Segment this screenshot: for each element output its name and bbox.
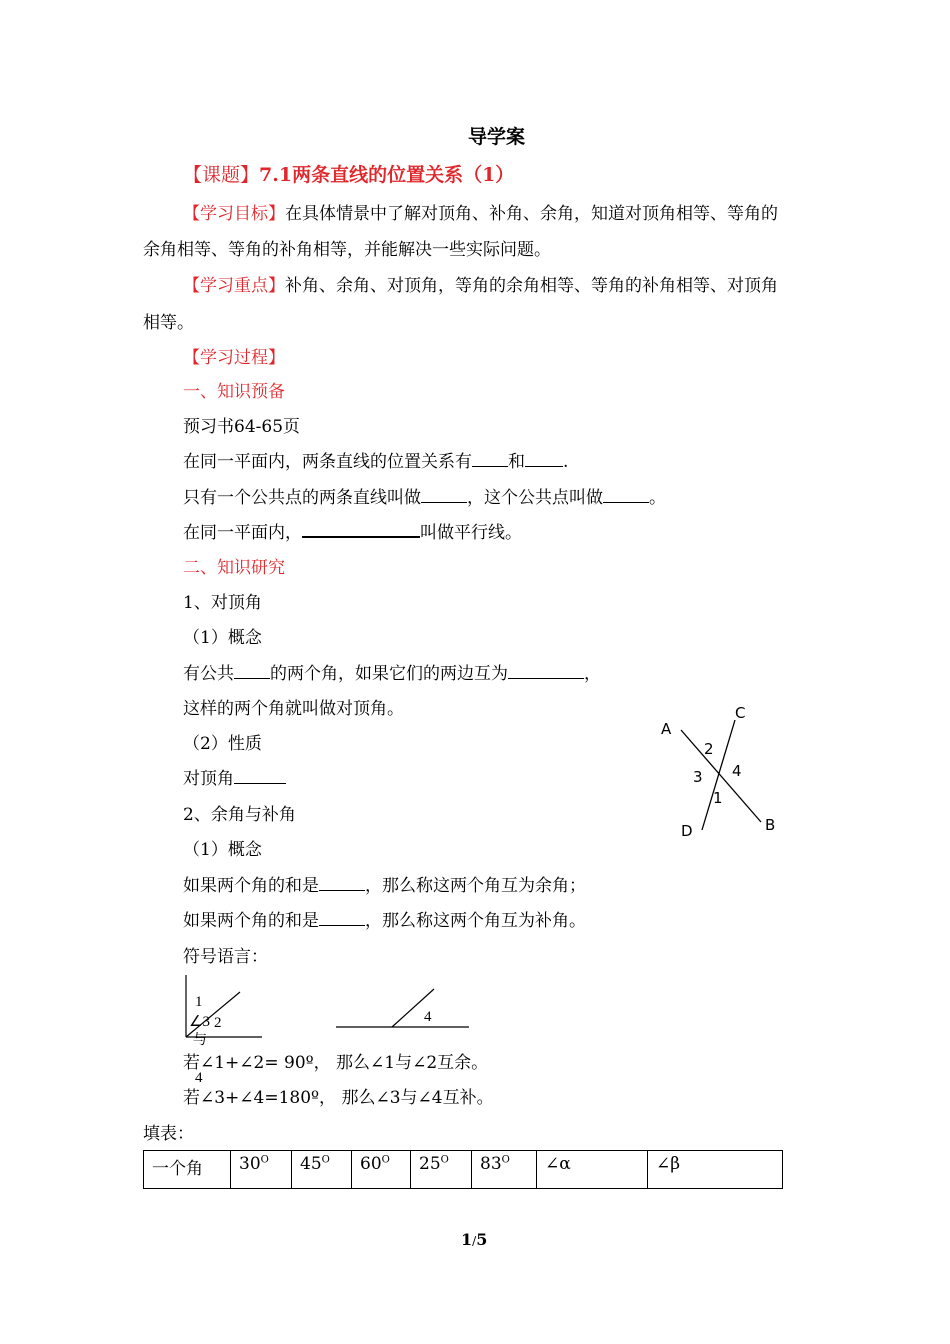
supplementary-def bbox=[183, 906, 586, 931]
property-line bbox=[183, 764, 286, 789]
cell-60-degree: O bbox=[381, 1154, 390, 1166]
label-3: 3 bbox=[693, 768, 703, 786]
def1-text-a: 有公共 bbox=[183, 664, 234, 684]
q2-text-b: ，这个公共点叫做 bbox=[467, 488, 603, 508]
q3-blank[interactable] bbox=[302, 520, 420, 538]
q2-blank-2[interactable] bbox=[603, 486, 649, 503]
label-b: B bbox=[765, 816, 776, 834]
supp-text-b: ，那么称这两个角互为补角。 bbox=[365, 911, 586, 931]
focus-line1 bbox=[183, 271, 778, 296]
q1-text-b: 和 bbox=[508, 452, 525, 472]
cell-83-degree: O bbox=[501, 1154, 510, 1166]
focus-label: 【学习重点】 bbox=[183, 276, 285, 296]
page-title: 导学案 bbox=[468, 126, 526, 148]
property-heading: （2）性质 bbox=[183, 734, 262, 754]
q2-text-c: 。 bbox=[649, 488, 666, 508]
lesson-name: 7.1两条直线的位置关系（1） bbox=[259, 164, 515, 186]
line-cd bbox=[702, 720, 735, 830]
section2-heading: 二、知识研究 bbox=[183, 558, 285, 578]
preview-text: 预习书64-65页 bbox=[183, 417, 301, 437]
item2-complementary: 2、余角与补角 bbox=[183, 805, 296, 825]
cell-25-degree: O bbox=[440, 1154, 449, 1166]
table-caption: 填表： bbox=[143, 1124, 194, 1144]
label-c: C bbox=[735, 704, 746, 722]
comp-blank[interactable] bbox=[319, 874, 365, 891]
small-label-yu: 与 bbox=[193, 1032, 207, 1048]
table-cell-beta: ∠β bbox=[648, 1151, 783, 1189]
focus-text1: 补角、余角、对顶角，等角的余角相等、等角的补角相等、对顶角 bbox=[285, 276, 778, 296]
question-2 bbox=[183, 483, 666, 508]
q3-text-b: 叫做平行线。 bbox=[420, 523, 522, 543]
section1-heading: 一、知识预备 bbox=[183, 382, 285, 402]
supplementary-symbol: 若∠3+∠4=180º， 那么∠3与∠4互补。 bbox=[183, 1088, 494, 1108]
q2-text-a: 只有一个公共点的两条直线叫做 bbox=[183, 488, 421, 508]
straight-angle-figure bbox=[334, 985, 474, 1035]
property-blank[interactable] bbox=[234, 767, 286, 784]
angle-table bbox=[143, 1150, 783, 1189]
table-cell-83 bbox=[472, 1151, 537, 1189]
cell-45-value: 45 bbox=[300, 1154, 322, 1174]
crossing-lines-figure bbox=[655, 700, 795, 840]
symbol-language: 符号语言： bbox=[183, 947, 268, 967]
lesson-title bbox=[183, 160, 514, 187]
complementary-def bbox=[183, 871, 586, 896]
goal-label: 【学习目标】 bbox=[183, 204, 285, 224]
concept-heading: （1）概念 bbox=[183, 628, 262, 648]
lesson-bracket: 【课题】 bbox=[183, 164, 260, 186]
table-cell-45 bbox=[292, 1151, 352, 1189]
supp-blank[interactable] bbox=[319, 909, 365, 926]
def1-blank-2[interactable] bbox=[508, 662, 584, 679]
table-cell-25 bbox=[411, 1151, 472, 1189]
question-1 bbox=[183, 447, 568, 472]
def1-text-b: 的两个角，如果它们的两边互为 bbox=[270, 664, 508, 684]
label-4: 4 bbox=[732, 762, 742, 780]
table-cell-header: 一个角 bbox=[144, 1151, 231, 1189]
comp-text-a: 如果两个角的和是 bbox=[183, 876, 319, 896]
comp-text-b: ，那么称这两个角互为余角； bbox=[365, 876, 586, 896]
label-1: 1 bbox=[713, 789, 723, 807]
q1-text-c: . bbox=[563, 452, 569, 472]
complementary-symbol: 若∠1+∠2= 90º， 那么∠1与∠2互余。 bbox=[183, 1053, 489, 1073]
focus-line2: 相等。 bbox=[143, 313, 194, 333]
definition-line2: 这样的两个角就叫做对顶角。 bbox=[183, 699, 404, 719]
goal-text1: 在具体情景中了解对顶角、补角、余角，知道对顶角相等、等角的 bbox=[285, 204, 778, 224]
property-text: 对顶角 bbox=[183, 769, 234, 789]
def1-blank-1[interactable] bbox=[234, 662, 270, 679]
table-cell-alpha: ∠α bbox=[537, 1151, 648, 1189]
small-label-1: 1 bbox=[195, 994, 203, 1010]
question-3 bbox=[183, 518, 522, 543]
q2-blank-1[interactable] bbox=[421, 486, 467, 503]
definition-line1 bbox=[183, 659, 601, 684]
page-number bbox=[461, 1230, 487, 1249]
small-label-3: ∠3 bbox=[189, 1014, 210, 1030]
straight-label-4: 4 bbox=[424, 1009, 432, 1025]
small-label-2: 2 bbox=[214, 1015, 222, 1031]
supp-text-a: 如果两个角的和是 bbox=[183, 911, 319, 931]
table-cell-60 bbox=[352, 1151, 411, 1189]
small-label-4: 4 bbox=[195, 1070, 203, 1086]
page-separator: / bbox=[472, 1234, 477, 1248]
q1-blank-2[interactable] bbox=[525, 450, 563, 467]
label-2: 2 bbox=[704, 740, 714, 758]
cell-83-value: 83 bbox=[480, 1154, 502, 1174]
total-pages: 5 bbox=[476, 1230, 488, 1249]
table-cell-30 bbox=[231, 1151, 292, 1189]
current-page: 1 bbox=[461, 1230, 473, 1249]
cell-25-value: 25 bbox=[419, 1154, 441, 1174]
cell-30-degree: O bbox=[260, 1154, 269, 1166]
label-d: D bbox=[681, 822, 693, 840]
cell-30-value: 30 bbox=[239, 1154, 261, 1174]
cell-60-value: 60 bbox=[360, 1154, 382, 1174]
goal-line1 bbox=[183, 199, 778, 224]
concept2-heading: （1）概念 bbox=[183, 840, 262, 860]
q1-text-a: 在同一平面内，两条直线的位置关系有 bbox=[183, 452, 472, 472]
q1-blank-1[interactable] bbox=[472, 450, 508, 467]
def1-text-c: ， bbox=[584, 664, 601, 684]
label-a: A bbox=[661, 720, 672, 738]
q3-text-a: 在同一平面内， bbox=[183, 523, 302, 543]
table-row bbox=[144, 1151, 783, 1189]
process-label: 【学习过程】 bbox=[183, 348, 285, 368]
item1-vertical-angles: 1、对顶角 bbox=[183, 593, 262, 613]
cell-45-degree: O bbox=[321, 1154, 330, 1166]
goal-line2: 余角相等、等角的补角相等，并能解决一些实际问题。 bbox=[143, 240, 551, 260]
